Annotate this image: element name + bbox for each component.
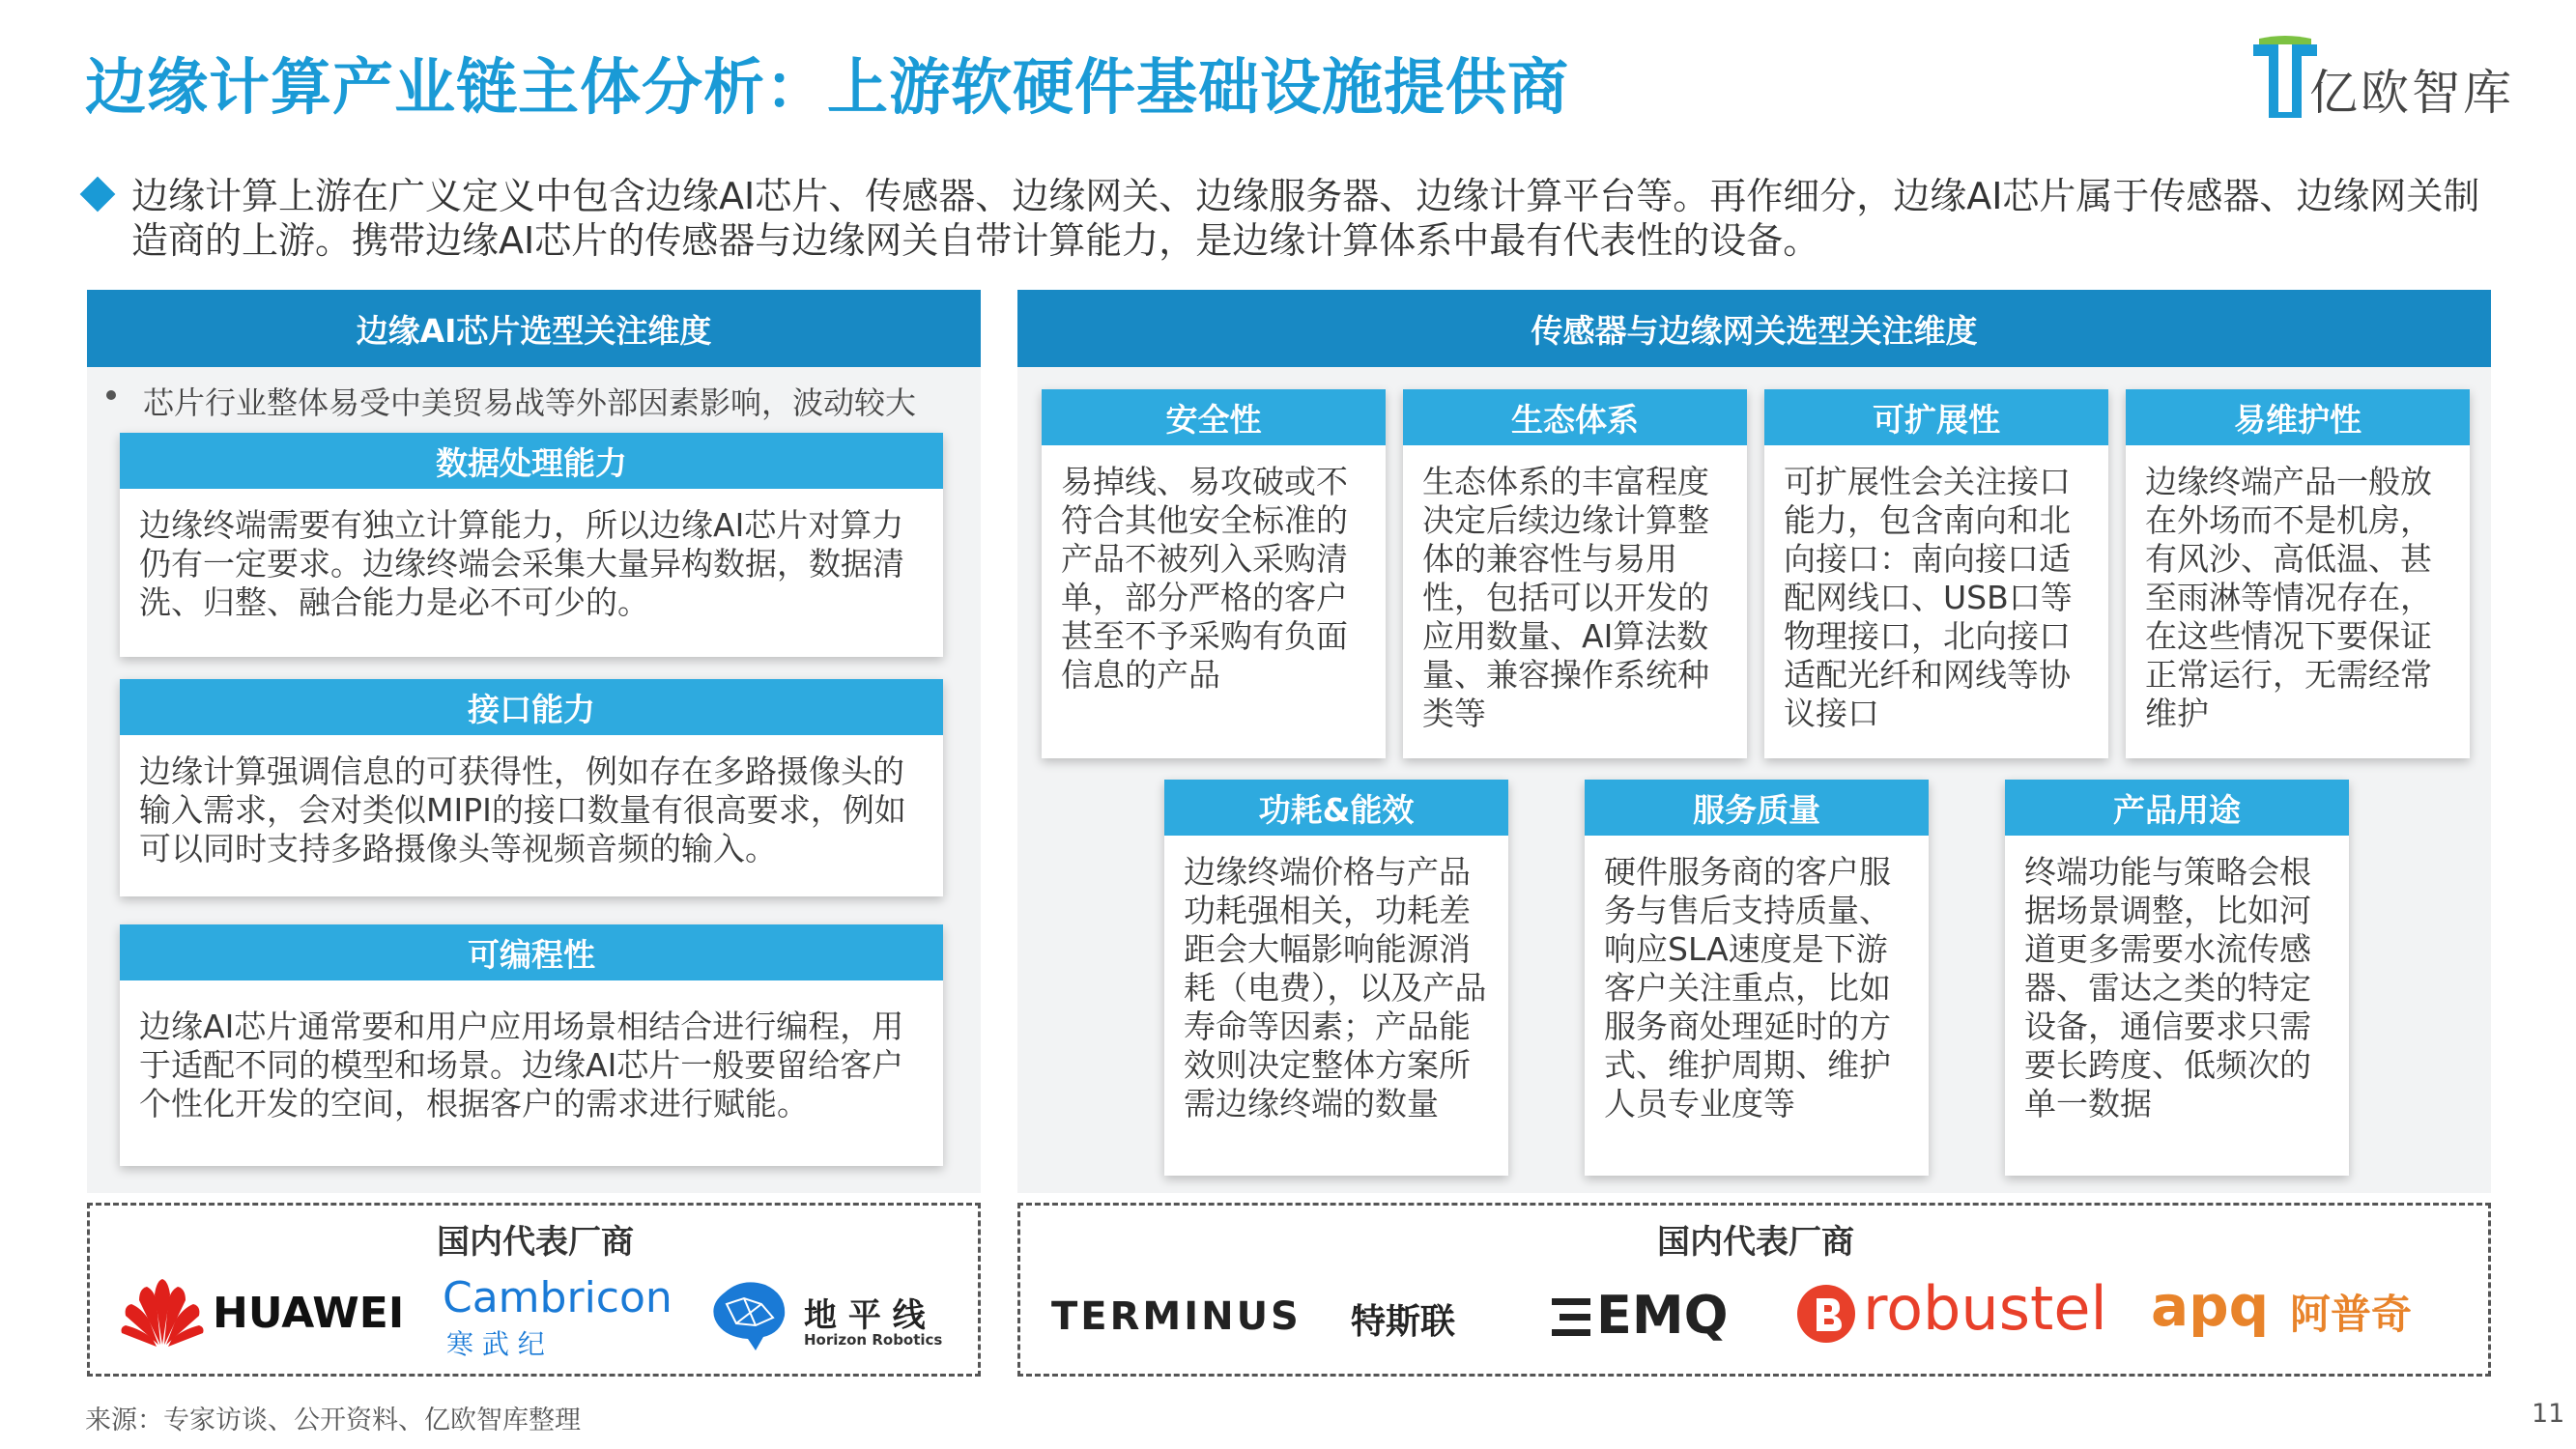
card-body: 边缘AI芯片通常要和用户应用场景相结合进行编程，用于适配不同的模型和场景。边缘AI芯片一般要留给客户个性化开发的空间，根据客户的需求进行赋能。 [139, 1008, 904, 1122]
card-title: 接口能力 [120, 679, 943, 735]
note-bullet-icon [106, 390, 116, 400]
left-card-data-processing [120, 433, 943, 657]
right-vendors-title: 国内代表厂商 [1657, 1223, 1854, 1262]
right-card-product-use [2005, 780, 2349, 1176]
left-vendors-title: 国内代表厂商 [437, 1223, 634, 1262]
robustel-logo-icon [1795, 1283, 1857, 1345]
vendor-huawei: HUAWEI [213, 1289, 405, 1338]
vendor-horizon-sub: Horizon Robotics [804, 1331, 943, 1349]
right-card-service-quality [1585, 780, 1929, 1176]
vendor-emq: EMQ [1596, 1285, 1729, 1346]
card-title: 易维护性 [2126, 389, 2470, 445]
huawei-logo-icon [118, 1277, 207, 1349]
right-card-ecosystem [1403, 389, 1747, 758]
intro-text: 边缘计算上游在广义定义中包含边缘AI芯片、传感器、边缘网关、边缘服务器、边缘计算平台等。再作细分，边缘AI芯片属于传感器、边缘网关制造商的上游。携带边缘AI芯片的传感器与边缘网关自带计算能力，是边缘计算体系中最有代表性的设备。 [131, 175, 2480, 262]
card-title: 生态体系 [1403, 389, 1747, 445]
right-panel-header: 传感器与边缘网关选型关注维度 [1017, 290, 2491, 367]
card-body: 易掉线、易攻破或不符合其他安全标准的产品不被列入采购清单，部分严格的客户甚至不予采购有负面信息的产品 [1061, 463, 1348, 694]
card-body: 硬件服务商的客户服务与售后支持质量、响应SLA速度是下游客户关注重点，比如服务商处理延时的方式、维护周期、维护人员专业度等 [1604, 853, 1891, 1122]
card-title: 数据处理能力 [120, 433, 943, 489]
card-body: 生态体系的丰富程度决定后续边缘计算整体的兼容性与易用性，包括可以开发的应用数量、AI算法数量、兼容操作系统种类等 [1422, 463, 1709, 732]
vendor-horizon: 地 平 线 [804, 1296, 926, 1335]
vendor-apq-sub: 阿普奇 [2290, 1291, 2413, 1338]
vendor-robustel: robustel [1863, 1273, 2107, 1344]
card-title: 服务质量 [1585, 780, 1929, 836]
vendor-cambricon: Cambricon [443, 1273, 673, 1322]
card-title: 产品用途 [2005, 780, 2349, 836]
card-title: 可扩展性 [1764, 389, 2108, 445]
vendor-apq: apq [2151, 1273, 2270, 1339]
left-card-interface [120, 679, 943, 896]
horizon-logo-icon [705, 1277, 792, 1352]
vendor-terminus-sub: 特斯联 [1351, 1302, 1456, 1342]
left-card-programmability [120, 924, 943, 1166]
source-note: 来源：专家访谈、公开资料、亿欧智库整理 [85, 1406, 581, 1435]
right-card-scalability [1764, 389, 2108, 758]
right-card-security [1042, 389, 1386, 758]
right-card-maintainability [2126, 389, 2470, 758]
page-number: 11 [2532, 1399, 2565, 1429]
card-body: 边缘终端价格与产品功耗强相关，功耗差距会大幅影响能源消耗（电费），以及产品寿命等因素；产品能效则决定整体方案所需边缘终端的数量 [1184, 853, 1487, 1122]
card-body: 边缘终端产品一般放在外场而不是机房，有风沙、高低温、甚至雨淋等情况存在，在这些情况下要保证正常运行，无需经常维护 [2145, 463, 2432, 732]
card-title: 安全性 [1042, 389, 1386, 445]
card-title: 可编程性 [120, 924, 943, 980]
left-panel-header: 边缘AI芯片选型关注维度 [87, 290, 981, 367]
left-note: 芯片行业整体易受中美贸易战等外部因素影响，波动较大 [143, 384, 917, 421]
card-body: 边缘终端需要有独立计算能力，所以边缘AI芯片对算力仍有一定要求。边缘终端会采集大量异构数据，数据清洗、归整、融合能力是必不可少的。 [139, 506, 904, 621]
card-body: 可扩展性会关注接口能力，包含南向和北向接口：南向接口适配网线口、USB口等物理接口，北向接口适配光纤和网线等协议接口 [1784, 463, 2073, 732]
right-card-power-efficiency [1164, 780, 1508, 1176]
vendor-terminus: TERMINUS [1051, 1294, 1302, 1339]
diamond-bullet-icon [80, 177, 116, 213]
card-title: 功耗&能效 [1164, 780, 1508, 836]
card-body: 终端功能与策略会根据场景调整，比如河道更多需要水流传感器、雷达之类的特定设备，通信要求只需要长跨度、低频次的单一数据 [2024, 853, 2311, 1122]
card-body: 边缘计算强调信息的可获得性，例如存在多路摄像头的输入需求，会对类似MIPI的接口数量有很高要求，例如可以同时支持多路摄像头等视频音频的输入。 [139, 753, 906, 867]
vendor-cambricon-sub: 寒 武 纪 [446, 1328, 545, 1360]
page-title: 边缘计算产业链主体分析：上游软硬件基础设施提供商 [85, 52, 1569, 123]
brand-name: 亿欧智库 [2309, 65, 2514, 121]
emq-logo-icon [1552, 1296, 1592, 1339]
